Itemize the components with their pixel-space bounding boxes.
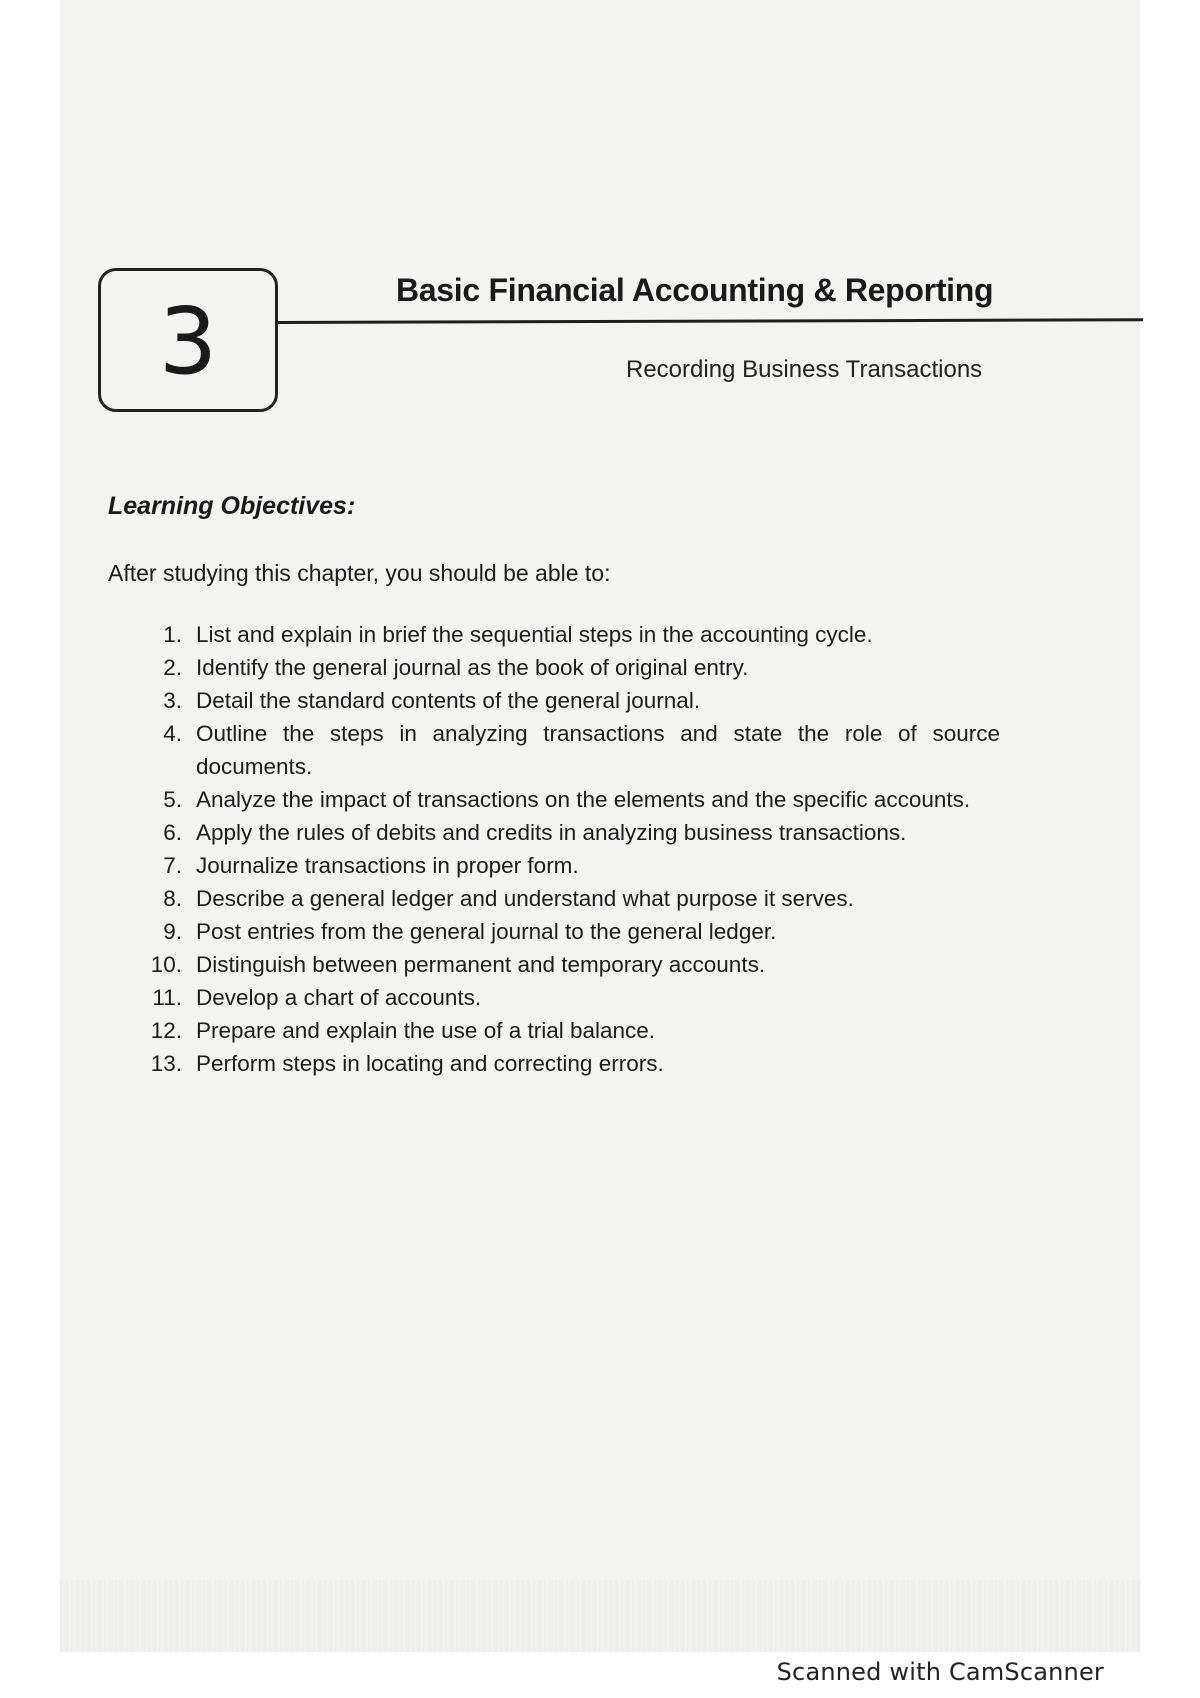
list-item [140, 684, 1000, 717]
item-text: Apply the rules of debits and credits in analyzing business transactions. [196, 820, 907, 845]
item-number: 4. [163, 721, 182, 746]
item-number: 12. [150, 1018, 182, 1043]
learning-objectives-heading: Learning Objectives: [108, 492, 356, 520]
scanner-watermark: Scanned with CamScanner [776, 1658, 1104, 1686]
item-text: Outline the steps in analyzing transactions and state the role of source documents. [196, 721, 1000, 779]
item-text: Prepare and explain the use of a trial balance. [196, 1018, 656, 1043]
item-number: 7. [163, 853, 182, 878]
item-text: Describe a general ledger and understand what purpose it serves. [196, 886, 854, 911]
chapter-subtitle: Recording Business Transactions [626, 356, 983, 383]
item-number: 2. [163, 655, 182, 680]
item-number: 10. [150, 952, 182, 977]
chapter-number: 3 [158, 288, 218, 395]
item-number: 9. [163, 919, 182, 944]
list-item [140, 651, 1000, 684]
item-text: Analyze the impact of transactions on the elements and the specific accounts. [196, 787, 971, 812]
item-text: Distinguish between permanent and temporary accounts. [196, 952, 766, 977]
item-text: Identify the general journal as the book of original entry. [196, 655, 749, 680]
item-number: 1. [163, 622, 182, 647]
item-number: 6. [163, 820, 182, 845]
item-number: 3. [163, 688, 182, 713]
list-item [140, 618, 1000, 651]
list-item [140, 915, 1000, 948]
item-text: Perform steps in locating and correcting errors. [196, 1051, 664, 1076]
list-item [140, 816, 1000, 849]
learning-objectives-list [140, 618, 1000, 1080]
chapter-number-box [98, 268, 278, 412]
item-text: Post entries from the general journal to the general ledger. [196, 919, 777, 944]
chapter-title: Basic Financial Accounting & Reporting [396, 272, 994, 308]
item-number: 13. [150, 1051, 182, 1076]
scan-noise [60, 1580, 1140, 1652]
item-number: 11. [152, 985, 182, 1010]
list-item [140, 783, 1000, 816]
list-item [140, 1047, 1000, 1080]
list-item [140, 717, 1000, 783]
list-item [140, 948, 1000, 981]
item-text: List and explain in brief the sequential steps in the accounting cycle. [196, 622, 873, 647]
item-text: Journalize transactions in proper form. [196, 853, 579, 878]
learning-objectives-intro: After studying this chapter, you should be able to: [108, 560, 611, 586]
item-text: Detail the standard contents of the general journal. [196, 688, 701, 713]
item-text: Develop a chart of accounts. [196, 985, 482, 1010]
item-number: 5. [163, 787, 182, 812]
list-item [140, 981, 1000, 1014]
list-item [140, 882, 1000, 915]
list-item [140, 1014, 1000, 1047]
list-item [140, 849, 1000, 882]
item-number: 8. [163, 886, 182, 911]
